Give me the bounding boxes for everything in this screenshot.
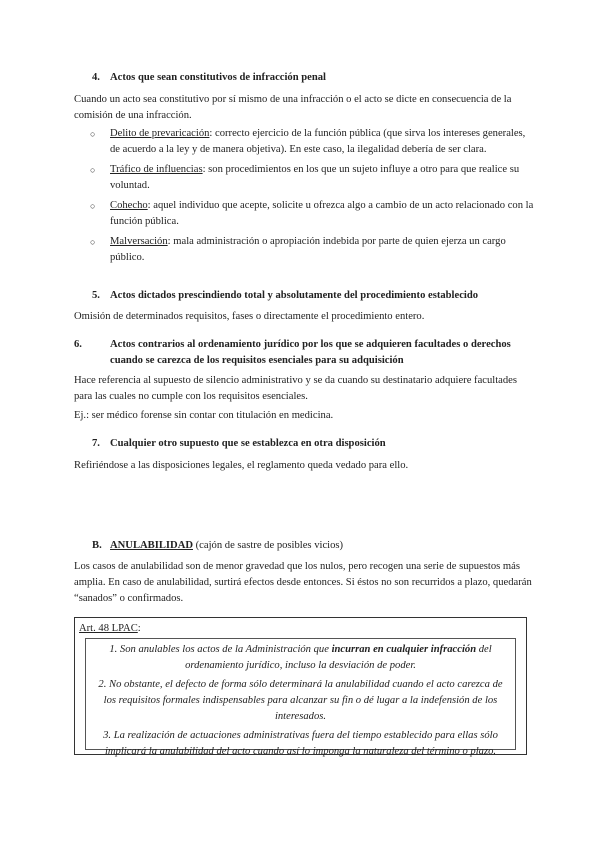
section-subtitle: (cajón de sastre de posibles vicios) [193,540,344,551]
section-title: Actos dictados prescindiendo total y absolutamente del procedimiento establecido [110,290,479,301]
article-p1-bold: incurran en cualquier infracción [331,644,477,655]
article-quote-box [74,617,527,755]
section-6-text: Hace referencia al supuesto de silencio administrativo y se da cuando su destinatario adquiere facultades para las cuales no cumple con los requisitos esenciales. [74,375,517,402]
section-6-heading [74,337,530,369]
list-item [74,126,534,158]
section-4-heading [92,70,532,86]
list-term: Delito de prevaricación [110,128,210,139]
article-title [79,621,522,637]
article-paragraph-1 [94,642,507,674]
section-b-heading [92,538,532,554]
article-title-colon: : [137,623,141,634]
list-term: Malversación [110,236,168,247]
list-term: Cohecho [110,200,148,211]
article-p1-start: 1. Son anulables los actos de la Administración que [109,644,332,655]
section-number: 7. [92,438,100,449]
article-title-link: Art. 48 LPAC [79,623,138,634]
list-term: Tráfico de influencias [110,164,203,175]
section-number: 5. [92,290,100,301]
list-text: : aquel individuo que acepte, solicite u ofrezca algo a cambio de un acto relacionado con la función pública. [110,200,534,227]
list-item [74,234,534,266]
section-title: Actos contrarios al ordenamiento jurídico por los que se adquieren facultades o derechos cuando se carezca de los requisitos esenciales para su adquisición [110,339,511,366]
article-p1-end: del ordenamiento jurídico, incluso la desviación de poder. [185,644,492,671]
section-title: Cualquier otro supuesto que se establezca en otra disposición [110,438,386,449]
section-6-example: Ej.: ser médico forense sin contar con titulación en medicina. [74,410,334,421]
section-b-text: Los casos de anulabilidad son de menor gravedad que los nulos, pero recogen una serie de supuestos más amplia. En caso de anulabilidad, surtirá efectos desde entonces. Si éstos no son recurridos a plazo, quedarán “sanados” o confirmados. [74,561,532,604]
circle-bullet-icon: ○ [90,129,96,139]
article-paragraph-3: 3. La realización de actuaciones administrativas fuera del tiempo establecido para ellas sólo implicará la anulabilidad del acto cuando así lo imponga la naturaleza del término o plazo. [103,730,498,757]
section-7-heading [92,436,532,452]
section-title: ANULABILIDAD [110,540,193,551]
section-5-text: Omisión de determinados requisitos, fases o directamente el procedimiento entero. [74,311,425,322]
list-text: : mala administración o apropiación indebida por parte de quien ejerza un cargo público. [110,236,506,263]
section-number: B. [92,540,102,551]
section-5-heading [92,288,542,304]
section-title: Actos que sean constitutivos de infracción penal [110,72,326,83]
circle-bullet-icon: ○ [90,201,96,211]
section-number: 4. [92,72,100,83]
list-text: : son procedimientos en los que un sujeto influye a otro para que realice su voluntad. [110,164,520,191]
section-4-intro: Cuando un acto sea constitutivo por sí mismo de una infracción o el acto se dicte en consecuencia de la comisión de una infracción. [74,94,512,121]
list-item [74,162,534,194]
section-number: 6. [74,339,82,350]
circle-bullet-icon: ○ [90,237,96,247]
article-paragraph-2: 2. No obstante, el defecto de forma sólo determinará la anulabilidad cuando el acto carezca de los requisitos formales indispensables para alcanzar su fin o dé lugar a la indefensión de los interesados. [98,679,503,722]
article-text-box [85,638,516,757]
list-text: : correcto ejercicio de la función pública (que sirva los intereses generales, de acuerdo a la ley y de manera objetiva). En este caso, la ilegalidad debería de ser clara. [110,128,526,155]
section-4-list [74,126,534,270]
circle-bullet-icon: ○ [90,165,96,175]
list-item [74,198,534,230]
section-7-text: Refiriéndose a las disposiciones legales, el reglamento queda vedado para ello. [74,460,409,471]
